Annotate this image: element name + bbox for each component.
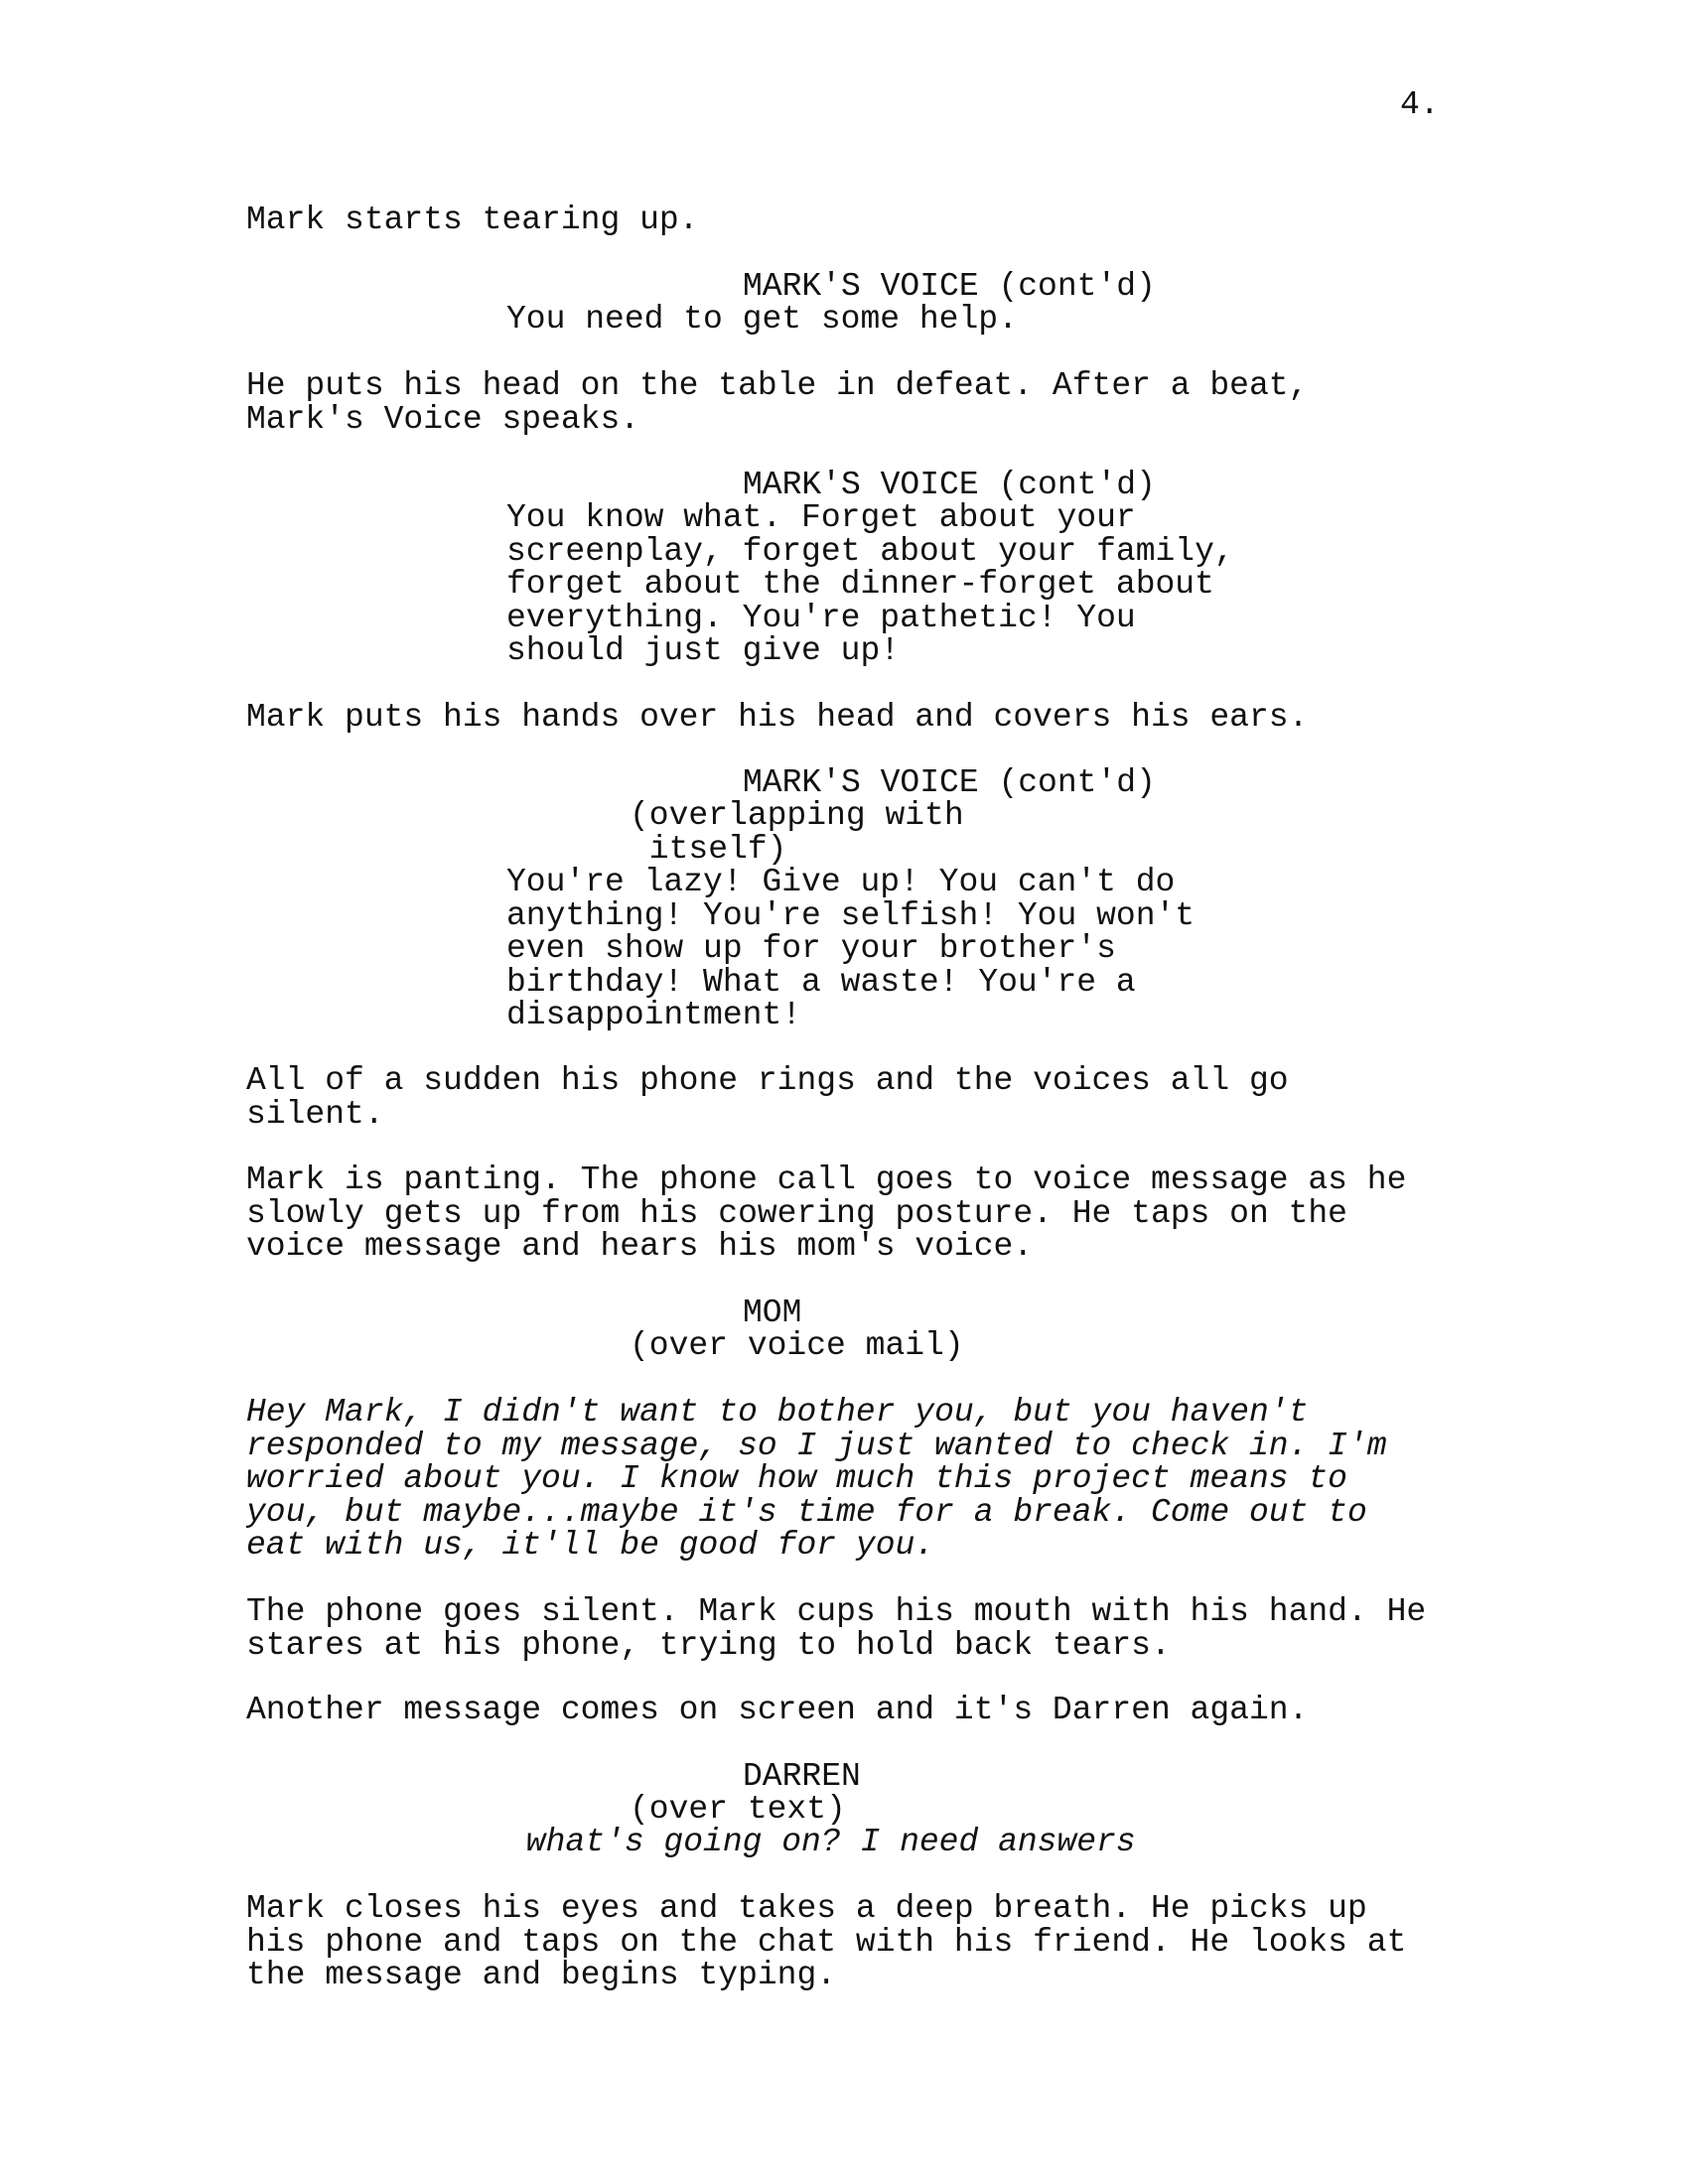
text-message-line: what's going on? I need answers xyxy=(506,1824,1136,1860)
action-line: Mark starts tearing up. xyxy=(246,202,699,238)
parenthetical: (over voice mail) xyxy=(630,1327,964,1364)
dialogue-line: You know what. Forget about your screenplay, forget about your family, forget about the dinner-forget about everything. You're pathetic! You should just give up! xyxy=(506,499,1234,669)
action-line: He puts his head on the table in defeat. After a beat, Mark's Voice speaks. xyxy=(246,367,1309,438)
action-line: Mark puts his hands over his head and covers his ears. xyxy=(246,699,1309,736)
voicemail-text: Hey Mark, I didn't want to bother you, but you haven't responded to my message, so I just wanted to check in. I'm worried about you. I know how much this project means to you, but maybe...maybe it's time for a break. Come out to eat with us, it'll be good for you. xyxy=(246,1394,1387,1564)
parenthetical: (over text) xyxy=(630,1791,846,1828)
character-name: MARK'S VOICE (cont'd) xyxy=(743,764,1156,801)
character-name: MARK'S VOICE (cont'd) xyxy=(743,268,1156,305)
page-number: 4. xyxy=(1400,86,1440,123)
dialogue-line: You're lazy! Give up! You can't do anything! You're selfish! You won't even show up for your brother's birthday! What a waste! You're a disappointment! xyxy=(506,864,1196,1033)
character-name: MOM xyxy=(743,1295,802,1331)
character-name: MARK'S VOICE (cont'd) xyxy=(743,467,1156,503)
dialogue-line: You need to get some help. xyxy=(506,301,1018,338)
action-line: The phone goes silent. Mark cups his mouth with his hand. He stares at his phone, trying to hold back tears. xyxy=(246,1593,1427,1664)
action-line: All of a sudden his phone rings and the voices all go silent. xyxy=(246,1062,1289,1133)
action-line: Mark closes his eyes and takes a deep breath. He picks up his phone and taps on the chat with his friend. He looks at the message and begins typing. xyxy=(246,1890,1407,1993)
action-line: Mark is panting. The phone call goes to voice message as he slowly gets up from his cowering posture. He taps on the voice message and hears his mom's voice. xyxy=(246,1161,1407,1265)
parenthetical: (overlapping with itself) xyxy=(630,797,964,868)
action-line: Another message comes on screen and it's Darren again. xyxy=(246,1692,1309,1728)
character-name: DARREN xyxy=(743,1758,861,1795)
